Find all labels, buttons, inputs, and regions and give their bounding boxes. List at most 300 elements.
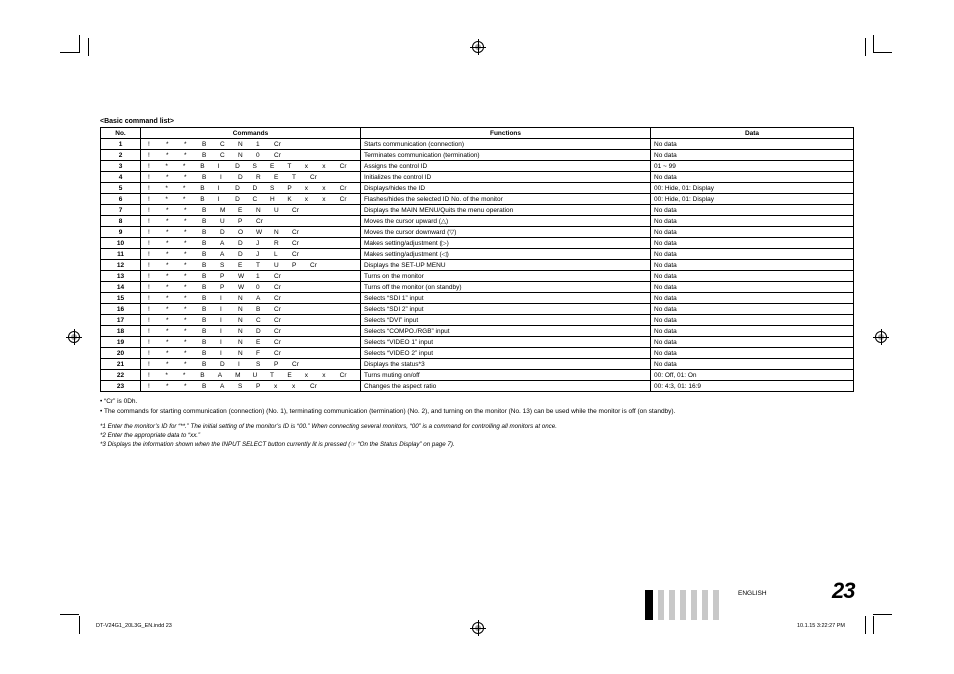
table-row (101, 359, 854, 370)
command-token: Cr (274, 327, 281, 335)
command-token: D (238, 173, 243, 181)
command-token: P (220, 283, 225, 291)
table-row (101, 183, 854, 194)
command-token: * (165, 184, 168, 192)
command-token: x (304, 195, 309, 203)
row-number: 2 (101, 150, 141, 161)
command-cell (141, 249, 361, 260)
command-token: W (238, 283, 245, 291)
command-cell (141, 304, 361, 315)
command-cell (141, 205, 361, 216)
command-cell (141, 139, 361, 150)
command-token: Cr (292, 250, 299, 258)
command-token: * (182, 162, 186, 170)
data-cell: No data (651, 315, 854, 326)
command-token: R (274, 239, 279, 247)
command-token: * (184, 217, 187, 225)
command-cell (141, 271, 361, 282)
footnote: *1 Enter the monitor’s ID for “**.” The initial setting of the monitor’s ID is “00.” When connecting several monitors, “00” is a command for controlling all monitors at once. (100, 423, 557, 430)
crop-mark (873, 616, 874, 634)
command-token: B (200, 162, 205, 170)
thumb-index-tabs (645, 590, 719, 620)
command-token: C (220, 151, 225, 159)
command-token: * (166, 382, 169, 390)
table-row (101, 161, 854, 172)
command-token: * (166, 283, 169, 291)
command-token: D (235, 162, 240, 170)
command-token: * (166, 173, 169, 181)
data-cell: 00: Hide, 01: Display (651, 183, 854, 194)
command-token: * (165, 371, 168, 379)
crop-mark (873, 52, 892, 53)
command-token: * (184, 173, 187, 181)
table-row (101, 205, 854, 216)
command-token: * (166, 360, 169, 368)
command-token: N (238, 327, 243, 335)
command-token: F (256, 349, 260, 357)
data-cell: No data (651, 249, 854, 260)
command-cell (141, 150, 361, 161)
command-token: * (184, 338, 187, 346)
command-token: * (166, 305, 169, 313)
command-token: * (184, 151, 187, 159)
command-token: Cr (292, 360, 299, 368)
command-token: N (238, 151, 243, 159)
command-cell (141, 381, 361, 392)
function-cell: Assigns the control ID (361, 161, 651, 172)
command-token: P (256, 382, 261, 390)
command-token: ! (148, 349, 150, 357)
command-token: N (238, 305, 243, 313)
command-token: 0 (256, 283, 260, 291)
command-token: * (166, 316, 169, 324)
command-token: E (238, 261, 243, 269)
command-token: Cr (274, 305, 281, 313)
data-cell: No data (651, 359, 854, 370)
function-cell: Selects “SDI 1” input (361, 293, 651, 304)
notes (100, 397, 675, 417)
command-token: U (274, 261, 279, 269)
command-token: I (220, 338, 222, 346)
row-number: 11 (101, 249, 141, 260)
command-token: x (304, 162, 309, 170)
command-token: * (165, 162, 168, 170)
command-token: B (202, 151, 207, 159)
header-data: Data (651, 128, 854, 139)
command-token: M (235, 371, 241, 379)
command-token: P (274, 360, 279, 368)
command-cell (141, 337, 361, 348)
command-token: W (256, 228, 263, 236)
crop-mark (865, 616, 866, 634)
command-token: * (184, 206, 187, 214)
table-row (101, 304, 854, 315)
date-info: 10.1.15 3:22:27 PM (797, 623, 846, 629)
file-info: DT-V24G1_20L3G_EN.indd 23 (96, 623, 172, 629)
table-row (101, 150, 854, 161)
registration-mark-icon (472, 41, 484, 53)
crop-mark (60, 52, 79, 53)
command-token: S (220, 261, 225, 269)
command-token: x (292, 382, 296, 390)
command-token: P (220, 272, 225, 280)
command-token: N (238, 316, 243, 324)
thumb-tab (669, 590, 675, 620)
function-cell: Turns on the monitor (361, 271, 651, 282)
command-token: T (256, 261, 260, 269)
data-cell: 01 ~ 99 (651, 161, 854, 172)
command-token: I (220, 316, 222, 324)
command-token: ! (148, 371, 150, 379)
command-token: O (238, 228, 244, 236)
table-header-row (101, 128, 854, 139)
row-number: 5 (101, 183, 141, 194)
command-cell (141, 172, 361, 183)
command-token: E (274, 173, 279, 181)
command-token: A (220, 250, 225, 258)
table-row (101, 216, 854, 227)
thumb-tab (713, 590, 719, 620)
row-number: 15 (101, 293, 141, 304)
command-token: * (166, 151, 169, 159)
table-row (101, 194, 854, 205)
function-cell: Makes setting/adjustment (◁) (361, 249, 651, 260)
thumb-tab (691, 590, 697, 620)
command-token: N (256, 206, 261, 214)
command-cell (141, 260, 361, 271)
command-token: ! (148, 195, 150, 203)
command-token: B (200, 195, 205, 203)
command-token: B (202, 272, 207, 280)
command-token: ! (148, 382, 150, 390)
command-token: ! (148, 228, 150, 236)
command-token: A (220, 382, 225, 390)
command-token: B (202, 305, 207, 313)
command-token: Cr (292, 206, 299, 214)
command-token: Cr (310, 382, 317, 390)
data-cell: 00: Off, 01: On (651, 370, 854, 381)
table-row (101, 139, 854, 150)
command-token: * (184, 250, 187, 258)
data-cell: No data (651, 172, 854, 183)
command-token: x (274, 382, 278, 390)
command-token: D (256, 327, 261, 335)
command-token: B (202, 327, 207, 335)
function-cell: Moves the cursor upward (△) (361, 216, 651, 227)
command-token: * (184, 228, 187, 236)
row-number: 7 (101, 205, 141, 216)
command-token: A (256, 294, 261, 302)
row-number: 16 (101, 304, 141, 315)
table-row (101, 381, 854, 392)
command-token: x (322, 162, 326, 170)
command-token: N (238, 349, 243, 357)
data-cell: No data (651, 326, 854, 337)
command-token: E (269, 162, 275, 170)
command-token: Cr (339, 195, 347, 203)
command-cell (141, 216, 361, 227)
command-token: D (220, 228, 225, 236)
thumb-tab-active (645, 590, 653, 620)
command-token: Cr (274, 140, 281, 148)
language-label: ENGLISH (738, 590, 767, 597)
command-token: D (238, 239, 243, 247)
command-token: B (200, 184, 205, 192)
footnotes (100, 422, 557, 449)
page-number: 23 (832, 578, 855, 603)
table-row (101, 370, 854, 381)
command-token: I (220, 349, 222, 357)
command-token: Cr (292, 239, 299, 247)
command-token: Cr (274, 316, 281, 324)
command-token: I (220, 294, 222, 302)
command-token: I (217, 184, 220, 192)
command-token: * (182, 371, 186, 379)
crop-mark (865, 38, 866, 56)
crop-mark (873, 35, 874, 53)
table-row (101, 271, 854, 282)
thumb-tab (658, 590, 664, 620)
command-token: x (322, 371, 326, 379)
function-cell: Flashes/hides the selected ID No. of the monitor (361, 194, 651, 205)
command-token: D (252, 184, 258, 192)
command-token: D (235, 184, 240, 192)
command-token: B (202, 239, 207, 247)
command-token: C (252, 195, 258, 203)
command-token: S (256, 360, 261, 368)
function-cell: Changes the aspect ratio (361, 381, 651, 392)
row-number: 14 (101, 282, 141, 293)
command-token: S (238, 382, 243, 390)
command-token: U (252, 371, 258, 379)
command-token: * (166, 217, 169, 225)
crop-mark (79, 616, 80, 634)
table-row (101, 249, 854, 260)
command-token: Cr (274, 151, 281, 159)
command-cell (141, 370, 361, 381)
table-row (101, 282, 854, 293)
command-token: * (166, 272, 169, 280)
command-token: P (238, 217, 243, 225)
command-token: * (166, 261, 169, 269)
command-token: B (202, 217, 207, 225)
command-token: D (235, 195, 240, 203)
table-row (101, 227, 854, 238)
function-cell: Displays the MAIN MENU/Quits the menu operation (361, 205, 651, 216)
command-token: Cr (339, 184, 347, 192)
row-number: 12 (101, 260, 141, 271)
command-token: ! (148, 261, 150, 269)
command-token: * (184, 305, 187, 313)
data-cell: No data (651, 293, 854, 304)
command-token: N (238, 338, 243, 346)
command-token: * (184, 239, 187, 247)
command-token: M (220, 206, 226, 214)
row-number: 6 (101, 194, 141, 205)
row-number: 22 (101, 370, 141, 381)
data-cell: 00: Hide, 01: Display (651, 194, 854, 205)
command-token: I (238, 360, 240, 368)
command-token: * (166, 239, 169, 247)
crop-mark (60, 614, 79, 615)
command-token: B (200, 371, 205, 379)
command-token: A (220, 239, 225, 247)
command-token: I (217, 162, 220, 170)
command-token: P (287, 184, 292, 192)
command-token: C (256, 316, 261, 324)
command-token: J (256, 250, 260, 258)
section-title: <Basic command list> (100, 118, 174, 125)
row-number: 18 (101, 326, 141, 337)
command-token: ! (148, 327, 150, 335)
command-token: B (256, 305, 261, 313)
header-functions: Functions (361, 128, 651, 139)
function-cell: Moves the cursor downward (▽) (361, 227, 651, 238)
command-token: I (220, 305, 222, 313)
command-token: Cr (274, 283, 281, 291)
command-token: E (238, 206, 243, 214)
command-cell (141, 359, 361, 370)
data-cell: 00: 4:3, 01: 16:9 (651, 381, 854, 392)
command-token: B (202, 261, 207, 269)
command-token: Cr (274, 349, 281, 357)
table-row (101, 326, 854, 337)
table-row (101, 238, 854, 249)
command-token: * (184, 283, 187, 291)
thumb-tab (680, 590, 686, 620)
command-token: ! (148, 338, 150, 346)
data-cell: No data (651, 227, 854, 238)
command-token: B (202, 228, 207, 236)
command-token: * (166, 140, 169, 148)
command-token: E (287, 371, 292, 379)
function-cell: Displays/hides the ID (361, 183, 651, 194)
command-token: N (274, 228, 279, 236)
command-token: * (184, 261, 187, 269)
data-cell: No data (651, 139, 854, 150)
command-token: Cr (256, 217, 263, 225)
note-text: The commands for starting communication (connection) (No. 1), terminating communication (termination) (No. 2), and turning on the monitor (No. 13) can be used while the monitor is off (on standby). (103, 408, 676, 415)
table-row (101, 293, 854, 304)
crop-mark (873, 614, 892, 615)
command-token: N (238, 294, 243, 302)
command-cell (141, 315, 361, 326)
data-cell: No data (651, 282, 854, 293)
command-token: ! (148, 272, 150, 280)
table-row (101, 348, 854, 359)
command-token: Cr (274, 272, 281, 280)
command-token: * (166, 206, 169, 214)
function-cell: Initializes the control ID (361, 172, 651, 183)
row-number: 3 (101, 161, 141, 172)
command-token: * (166, 327, 169, 335)
command-token: C (220, 140, 225, 148)
command-token: Cr (310, 261, 317, 269)
command-token: D (238, 250, 243, 258)
command-token: * (184, 327, 187, 335)
command-cell (141, 161, 361, 172)
function-cell: Turns off the monitor (on standby) (361, 282, 651, 293)
command-token: W (238, 272, 245, 280)
function-cell: Selects “VIDEO 1” input (361, 337, 651, 348)
command-token: J (256, 239, 260, 247)
command-token: S (252, 162, 257, 170)
command-token: S (269, 184, 275, 192)
command-cell (141, 282, 361, 293)
row-number: 20 (101, 348, 141, 359)
command-token: Cr (310, 173, 317, 181)
command-token: * (165, 195, 168, 203)
function-cell: Turns muting on/off (361, 370, 651, 381)
command-token: 1 (256, 140, 260, 148)
command-cell (141, 227, 361, 238)
note-item: • “Cr” is 0Dh. (100, 398, 138, 405)
data-cell: No data (651, 304, 854, 315)
command-token: B (202, 382, 207, 390)
footnote: *2 Enter the appropriate data to “xx.” (100, 432, 201, 439)
crop-mark (79, 35, 80, 53)
command-token: x (322, 195, 326, 203)
command-token: x (322, 184, 326, 192)
command-token: ! (148, 173, 150, 181)
command-token: T (269, 371, 274, 379)
command-token: ! (148, 140, 150, 148)
command-token: * (166, 294, 169, 302)
function-cell: Selects “DVI” input (361, 315, 651, 326)
command-token: * (184, 272, 187, 280)
table-row (101, 315, 854, 326)
command-token: I (220, 327, 222, 335)
command-token: B (202, 294, 207, 302)
command-token: ! (148, 162, 150, 170)
command-token: T (287, 162, 292, 170)
command-token: B (202, 206, 207, 214)
command-token: N (238, 140, 243, 148)
command-token: B (202, 140, 207, 148)
data-cell: No data (651, 205, 854, 216)
command-token: ! (148, 294, 150, 302)
command-token: B (202, 250, 207, 258)
command-token: D (220, 360, 225, 368)
command-token: B (202, 338, 207, 346)
data-cell: No data (651, 271, 854, 282)
command-token: x (304, 184, 309, 192)
data-cell: No data (651, 348, 854, 359)
data-cell: No data (651, 337, 854, 348)
command-token: * (166, 250, 169, 258)
command-token: Cr (339, 371, 347, 379)
table-row (101, 260, 854, 271)
table-row (101, 337, 854, 348)
command-cell (141, 183, 361, 194)
command-cell (141, 293, 361, 304)
command-token: B (202, 173, 207, 181)
command-token: * (166, 228, 169, 236)
command-token: 1 (256, 272, 260, 280)
command-token: * (184, 294, 187, 302)
command-token: * (184, 360, 187, 368)
command-token: Cr (274, 338, 281, 346)
command-token: H (269, 195, 275, 203)
footnote: *3 Displays the information shown when the INPUT SELECT button currently lit is pressed (☞ “On the Status Display” on page 7). (100, 441, 455, 448)
data-cell: No data (651, 238, 854, 249)
function-cell: Displays the status*3 (361, 359, 651, 370)
command-token: T (292, 173, 296, 181)
command-token: Cr (274, 294, 281, 302)
command-token: ! (148, 305, 150, 313)
note-text: “Cr” is 0Dh. (104, 398, 138, 405)
data-cell: No data (651, 216, 854, 227)
